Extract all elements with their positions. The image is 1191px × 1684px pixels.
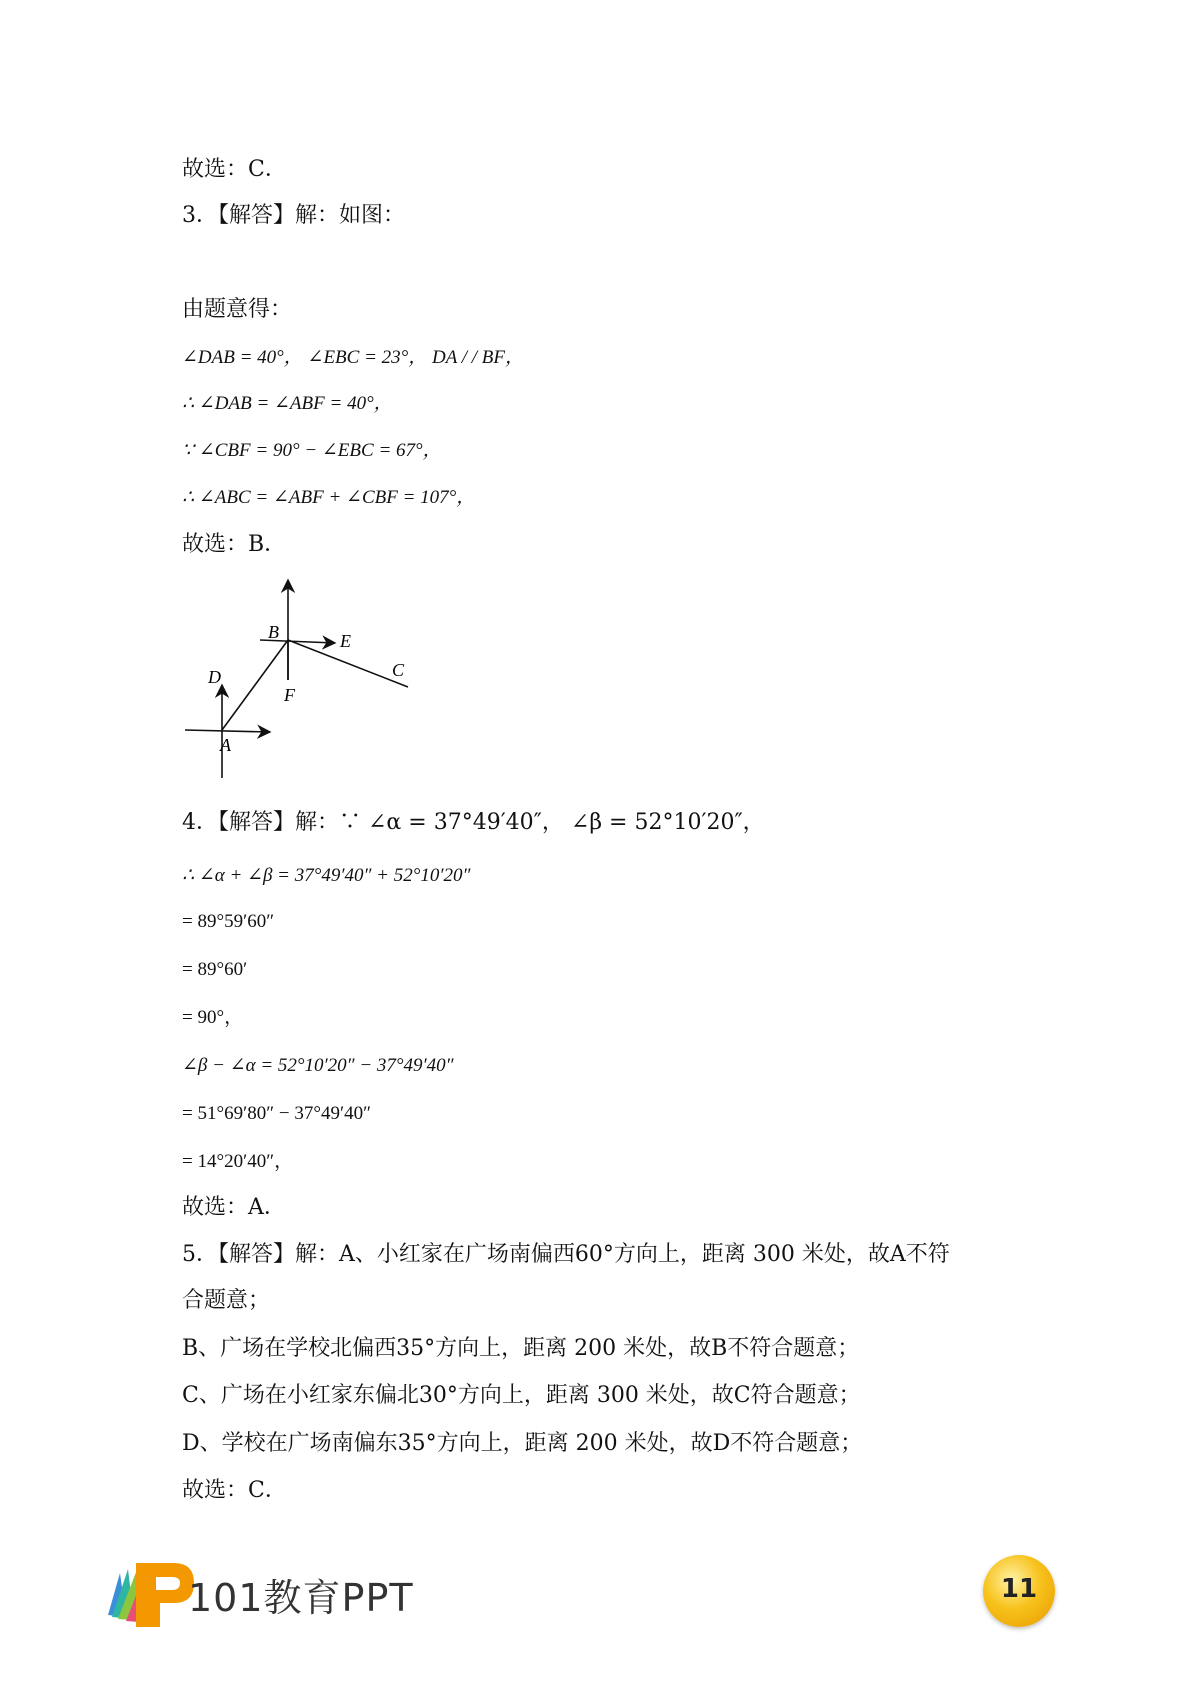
- brand-name: 101教育PPT: [188, 1576, 414, 1620]
- page-number: 11: [1000, 1574, 1038, 1604]
- answer-line: C、广场在小红家东偏北30°方向上，距离 300 米处，故C符合题意；: [182, 1383, 861, 1408]
- math-line: = 14°20′40″，: [182, 1151, 294, 1172]
- answer-line: D、学校在广场南偏东35°方向上，距离 200 米处，故D不符合题意；: [182, 1431, 863, 1456]
- answer-line: 故选：A．: [182, 1195, 286, 1220]
- a-east-axis: [185, 730, 270, 732]
- label-e: E: [340, 631, 351, 651]
- math-line: = 90°，: [182, 1007, 244, 1028]
- answer-line: 故选：C．: [182, 1478, 287, 1503]
- math-line: ∴ ∠α + ∠β = 37°49′40″ + 52°10′20″: [182, 865, 471, 886]
- answer-line: 故选：B．: [182, 532, 287, 557]
- math-line: ∴ ∠ABC = ∠ABF + ∠CBF = 107°，: [182, 487, 476, 508]
- ab-line: [222, 640, 288, 730]
- answer-line: B、广场在学校北偏西35°方向上，距离 200 米处，故B不符合题意；: [182, 1336, 860, 1361]
- label-a: A: [220, 735, 231, 755]
- direction-diagram: [180, 570, 420, 785]
- math-line: = 51°69′80″ − 37°49′40″: [182, 1103, 372, 1124]
- label-c: C: [392, 660, 405, 680]
- math-line: ∵ ∠CBF = 90° − ∠EBC = 67°，: [182, 440, 442, 461]
- answer-line: 4．【解答】解：∵ ∠α = 37°49′40″， ∠β = 52°10′20″，: [182, 810, 765, 835]
- answer-line: 3．【解答】解：如图：: [182, 203, 405, 228]
- answer-line: 合题意；: [182, 1288, 271, 1313]
- label-f: F: [284, 685, 295, 705]
- answer-line: 故选：C．: [182, 157, 287, 182]
- answer-line: 由题意得：: [182, 297, 293, 322]
- math-line: ∴ ∠DAB = ∠ABF = 40°，: [182, 393, 393, 414]
- math-line: = 89°59′60″: [182, 911, 275, 932]
- label-d: D: [208, 667, 221, 687]
- answer-line: 5．【解答】解：A、小红家在广场南偏西60°方向上，距离 300 米处，故A不符: [182, 1242, 950, 1267]
- math-line: = 89°60′: [182, 959, 248, 980]
- math-line: ∠DAB = 40°， ∠EBC = 23°， DA / / BF，: [182, 347, 525, 368]
- label-b: B: [268, 622, 279, 642]
- math-line: ∠β − ∠α = 52°10′20″ − 37°49′40″: [182, 1055, 454, 1076]
